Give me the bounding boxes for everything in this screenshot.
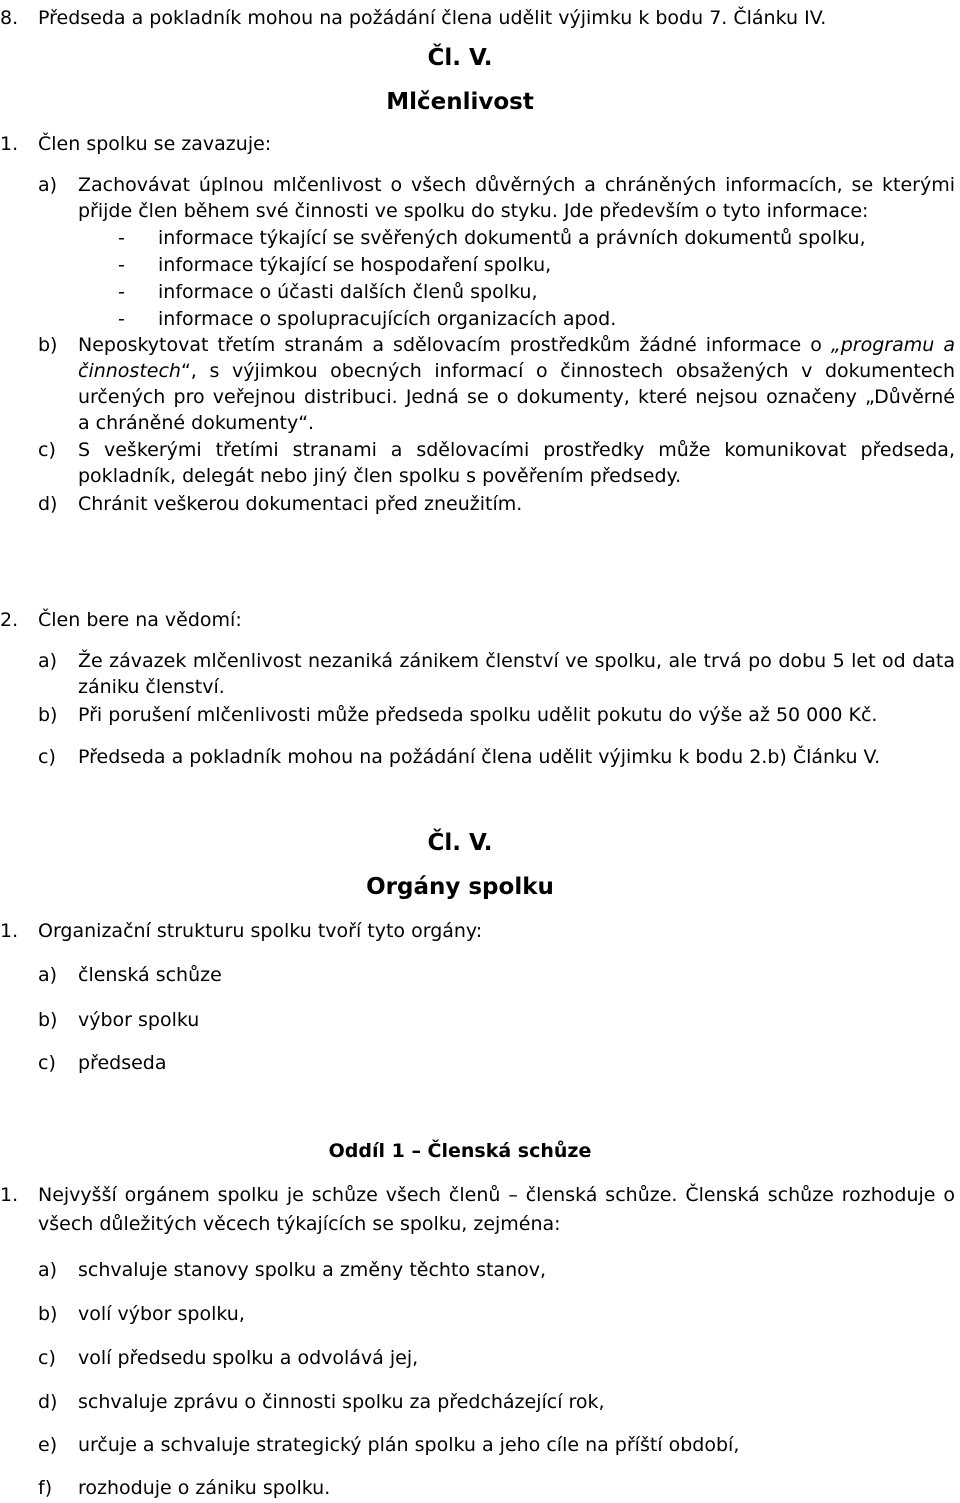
bullet-text: informace o účasti dalších členů spolku, — [158, 281, 538, 303]
section-heading: Oddíl 1 – Členská schůze — [328, 1140, 592, 1162]
item-number: 2. — [0, 609, 19, 631]
list-item: výbor spolku — [78, 1009, 200, 1031]
item-text: Předseda a pokladník mohou na požádání člena udělit výjimku k bodu 7. Článku IV. — [38, 7, 827, 29]
text-run: “, s výjimkou obecných informací o činnostech obsažených v dokumentech — [180, 360, 955, 382]
list-item: určuje a schvaluje strategický plán spolku a jeho cíle na příští období, — [78, 1434, 740, 1456]
paragraph-line: Předseda a pokladník mohou na požádání člena udělit výjimku k bodu 2.b) Článku V. — [78, 746, 881, 768]
paragraph-line: přijde člen během své činnosti ve spolku do styku. Jde především o tyto informace: — [78, 200, 869, 222]
bullet-text: informace o spolupracujících organizacích apod. — [158, 308, 617, 330]
paragraph-line: Zachovávat úplnou mlčenlivost o všech důvěrných a chráněných informacích, se kterými — [78, 174, 955, 196]
item-label: a) — [38, 1259, 58, 1281]
item-number: 1. — [0, 920, 19, 942]
item-label: f) — [38, 1477, 53, 1499]
list-item: rozhoduje o zániku spolku. — [78, 1477, 331, 1499]
item-label: b) — [38, 704, 58, 726]
list-item: schvaluje zprávu o činnosti spolku za předcházející rok, — [78, 1391, 605, 1413]
item-text: Organizační strukturu spolku tvoří tyto orgány: — [38, 920, 483, 942]
paragraph-line: a chráněné dokumenty“. — [78, 412, 315, 434]
item-label: b) — [38, 1009, 58, 1031]
text-run: Neposkytovat třetím stranám a sdělovacím prostředkům žádné informace o — [78, 334, 831, 356]
paragraph-line: všech důležitých věcech týkajících se spolku, zejména: — [38, 1213, 561, 1235]
item-number: 1. — [0, 1184, 19, 1206]
article-title: Mlčenlivost — [386, 89, 534, 115]
item-label: c) — [38, 439, 56, 461]
item-label: b) — [38, 334, 58, 356]
paragraph-line: zániku členství. — [78, 676, 225, 698]
paragraph-line — [78, 332, 955, 358]
item-label: d) — [38, 1391, 58, 1413]
list-item: volí výbor spolku, — [78, 1303, 245, 1325]
italic-run: činnostech — [78, 360, 181, 382]
article-heading: Čl. V. — [427, 45, 493, 71]
paragraph-line: Při porušení mlčenlivosti může předseda spolku udělit pokutu do výše až 50 000 Kč. — [78, 704, 878, 726]
paragraph-line: určených pro veřejnou distribuci. Jedná se o dokumenty, které nejsou označeny „Důvěrné — [78, 386, 955, 408]
bullet-dash: - — [118, 254, 125, 276]
item-label: e) — [38, 1434, 58, 1456]
list-item: členská schůze — [78, 964, 222, 986]
bullet-dash: - — [118, 227, 125, 249]
item-label: c) — [38, 1052, 56, 1074]
item-label: a) — [38, 964, 58, 986]
paragraph-line: S veškerými třetími stranami a sdělovacími prostředky může komunikovat předseda, — [78, 439, 955, 461]
item-number: 1. — [0, 133, 19, 155]
item-label: a) — [38, 650, 58, 672]
italic-run: „programu a — [830, 334, 955, 356]
item-number: 8. — [0, 7, 19, 29]
item-label: d) — [38, 493, 58, 515]
item-label: a) — [38, 174, 58, 196]
list-item: schvaluje stanovy spolku a změny těchto stanov, — [78, 1259, 547, 1281]
bullet-dash: - — [118, 308, 125, 330]
item-label: c) — [38, 1347, 56, 1369]
article-title: Orgány spolku — [366, 874, 554, 900]
item-text: Člen spolku se zavazuje: — [38, 133, 272, 155]
paragraph-line: pokladník, delegát nebo jiný člen spolku s pověřením předsedy. — [78, 465, 682, 487]
list-item: předseda — [78, 1052, 167, 1074]
bullet-dash: - — [118, 281, 125, 303]
item-label: c) — [38, 746, 56, 768]
bullet-text: informace týkající se hospodaření spolku, — [158, 254, 552, 276]
item-label: b) — [38, 1303, 58, 1325]
paragraph-line: Nejvyšší orgánem spolku je schůze všech členů – členská schůze. Členská schůze rozhoduje o — [38, 1184, 955, 1206]
item-text: Člen bere na vědomí: — [38, 609, 242, 631]
article-heading: Čl. V. — [427, 830, 493, 856]
paragraph-line: Chránit veškerou dokumentaci před zneužitím. — [78, 493, 523, 515]
bullet-text: informace týkající se svěřených dokumentů a právních dokumentů spolku, — [158, 227, 866, 249]
list-item: volí předsedu spolku a odvolává jej, — [78, 1347, 419, 1369]
paragraph-line — [78, 358, 955, 384]
paragraph-line: Že závazek mlčenlivost nezaniká zánikem členství ve spolku, ale trvá po dobu 5 let od data — [78, 650, 955, 672]
